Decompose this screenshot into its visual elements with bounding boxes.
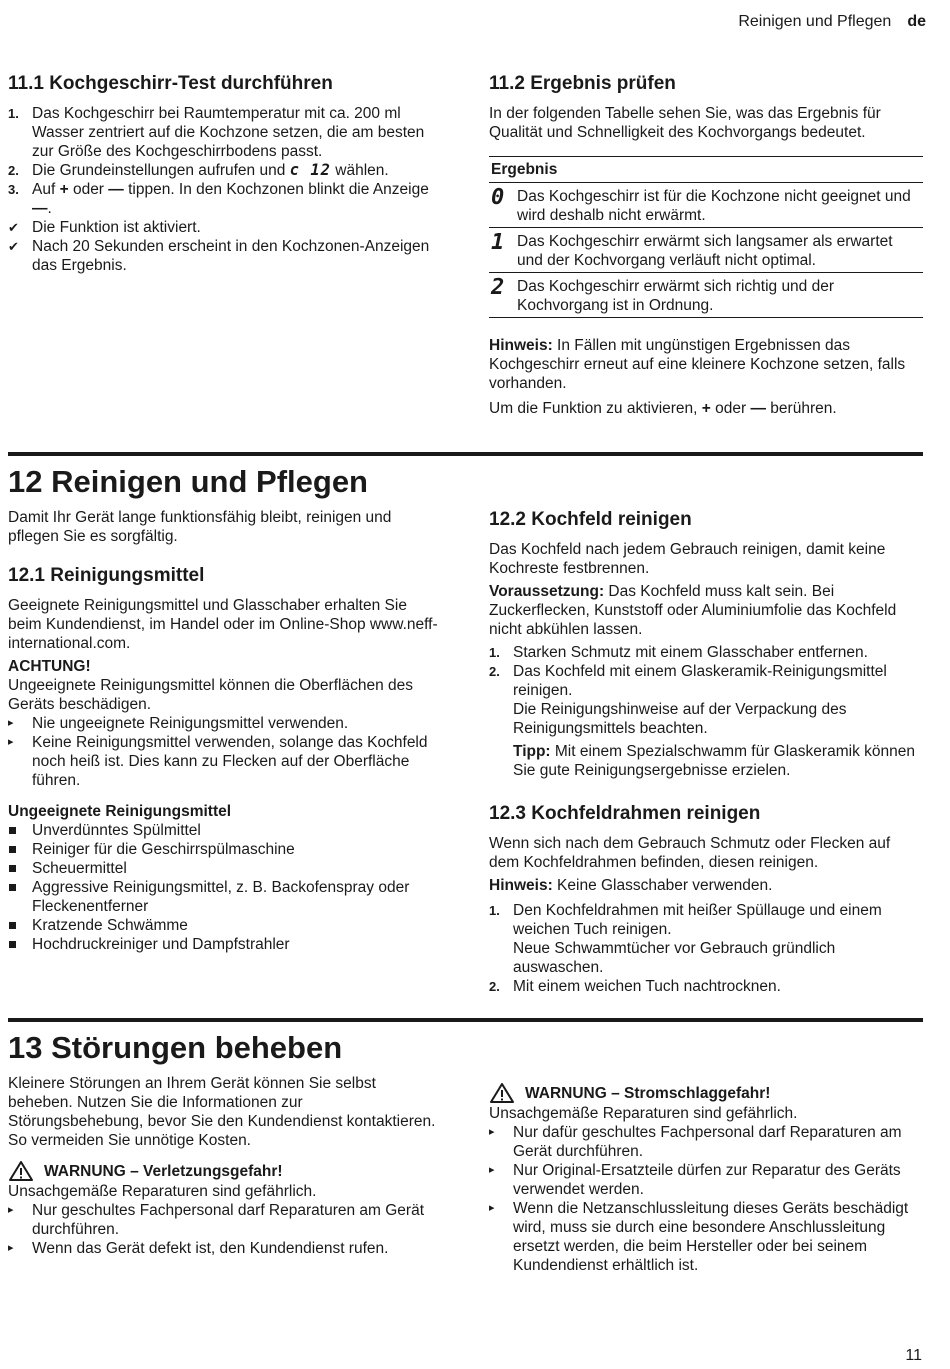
intro-text: Damit Ihr Gerät lange funktionsfähig bleibt, reinigen und pflegen Sie es sorgfältig. <box>8 509 392 545</box>
activate-text: berühren. <box>766 400 837 417</box>
arrow-icon: ▸ <box>489 1202 495 1214</box>
table-row <box>489 273 923 318</box>
square-bullet-icon <box>9 827 16 834</box>
list-item <box>8 1239 440 1258</box>
table-row <box>489 228 923 273</box>
item-text: Nur Original-Ersatzteile dürfen zur Reparatur des Geräts verwendet werden. <box>513 1162 901 1198</box>
list-item <box>8 878 440 916</box>
plus-icon: + <box>59 181 69 198</box>
step-number: 2. <box>489 664 500 679</box>
intro-text: Kleinere Störungen an Ihrem Gerät können Sie selbst beheben. Nutzen Sie die Informationen zur Störungsbehebung, bevor Sie den Kundendienst kontaktieren. So vermeiden Sie unnötige Kosten. <box>8 1075 436 1149</box>
warning-list <box>489 1123 923 1275</box>
display-code: c 12 <box>289 161 331 179</box>
arrow-icon: ▸ <box>489 1164 495 1176</box>
heading-12-3: 12.3 Kochfeldrahmen reinigen <box>489 803 761 824</box>
step-text: . <box>47 200 52 217</box>
section-11-2 <box>489 72 923 422</box>
section-11-1 <box>8 72 440 275</box>
table-header: Ergebnis <box>489 157 923 183</box>
step-text: Mit einem weichen Tuch nachtrocknen. <box>513 978 781 995</box>
caution-text: Ungeeignete Reinigungsmittel können die Oberflächen des Geräts beschädigen. <box>8 677 413 713</box>
steps-11-1 <box>8 104 440 218</box>
step-text: Auf <box>32 181 60 198</box>
warning-triangle-icon <box>8 1160 34 1182</box>
item-text: Kratzende Schwämme <box>32 917 188 934</box>
item-text: Aggressive Reinigungsmittel, z. B. Backofenspray oder Fleckenentferner <box>32 879 410 915</box>
page-number: 11 <box>905 1347 922 1364</box>
result-code: 2 <box>489 273 515 318</box>
step-number: 3. <box>8 182 19 197</box>
table-row <box>489 183 923 228</box>
step-number: 1. <box>489 903 500 918</box>
header-section: Reinigen und Pflegen <box>738 13 892 30</box>
list-item <box>8 180 440 218</box>
result-desc: Das Kochgeschirr erwärmt sich richtig und der Kochvorgang ist in Ordnung. <box>515 273 923 318</box>
chapter-12-title: 12 Reinigen und Pflegen <box>8 452 923 502</box>
caution-list <box>8 714 440 790</box>
warning-triangle-icon <box>489 1082 515 1104</box>
item-text: Wenn das Gerät defekt ist, den Kundendienst rufen. <box>32 1240 389 1257</box>
list-item <box>8 935 440 954</box>
plus-icon: + <box>701 400 711 417</box>
section-12-left <box>8 508 440 954</box>
step-subtext: Die Reinigungshinweise auf der Verpackung des Reinigungsmittels beachten. <box>513 701 847 737</box>
activate-text: oder <box>710 400 751 417</box>
square-bullet-icon <box>9 846 16 853</box>
check-icon: ✔ <box>8 220 19 235</box>
item-text: Nie ungeeignete Reinigungsmittel verwenden. <box>32 715 349 732</box>
note-text: In Fällen mit ungünstigen Ergebnissen das Kochgeschirr erneut auf eine kleinere Kochzone setzen, falls vorhanden. <box>489 337 906 392</box>
caution-label: ACHTUNG! <box>8 658 91 675</box>
note-label: Hinweis: <box>489 337 553 354</box>
unsuitable-heading: Ungeeignete Reinigungsmittel <box>8 803 232 820</box>
prerequisite-label: Voraussetzung: <box>489 583 605 600</box>
square-bullet-icon <box>9 922 16 929</box>
result-item <box>8 218 440 237</box>
arrow-icon: ▸ <box>8 736 14 748</box>
item-text: Hochdruckreiniger und Dampfstrahler <box>32 936 290 953</box>
arrow-icon: ▸ <box>8 717 14 729</box>
note-label: Hinweis: <box>489 877 553 894</box>
list-item <box>8 821 440 840</box>
tip <box>513 742 923 780</box>
square-bullet-icon <box>9 884 16 891</box>
warning-text: Unsachgemäße Reparaturen sind gefährlich. <box>8 1183 317 1200</box>
result-item <box>8 237 440 275</box>
step-text: Das Kochgeschirr bei Raumtemperatur mit ca. 200 ml Wasser zentriert auf die Kochzone setzen, die am besten zur Größe des Kochgeschirrbodens passt. <box>32 105 425 160</box>
step-number: 2. <box>489 979 500 994</box>
list-item <box>8 840 440 859</box>
arrow-icon: ▸ <box>8 1204 14 1216</box>
warning-list <box>8 1201 440 1258</box>
list-item <box>8 714 440 733</box>
unsuitable-list <box>8 821 440 954</box>
item-text: Wenn die Netzanschlussleitung dieses Geräts beschädigt wird, muss sie durch eine besondere Anschlussleitung ersetzt werden, die beim Hersteller oder bei seinem Kundendienst erhältlich ist. <box>513 1200 909 1274</box>
list-item <box>489 1199 923 1275</box>
section-13-right <box>489 1080 923 1275</box>
item-text: Nur geschultes Fachpersonal darf Reparaturen am Gerät durchführen. <box>32 1202 425 1238</box>
step-number: 1. <box>489 645 500 660</box>
list-item <box>489 1123 923 1161</box>
section-12-right <box>489 508 923 996</box>
step-text: Den Kochfeldrahmen mit heißer Spüllauge und einem weichen Tuch reinigen. <box>513 902 882 938</box>
list-item <box>8 104 440 161</box>
step-text: Starken Schmutz mit einem Glasschaber entfernen. <box>513 644 868 661</box>
list-item <box>489 662 923 780</box>
arrow-icon: ▸ <box>8 1242 14 1254</box>
list-item <box>8 161 440 180</box>
activate-paragraph <box>489 399 923 418</box>
steps-12-3 <box>489 901 923 996</box>
heading-11-1: 11.1 Kochgeschirr-Test durchführen <box>8 73 333 94</box>
item-text: Unverdünntes Spülmittel <box>32 822 201 839</box>
list-item <box>489 1161 923 1199</box>
warning-injury <box>8 1160 440 1182</box>
heading-12-2: 12.2 Kochfeld reinigen <box>489 509 692 530</box>
heading-11-2: 11.2 Ergebnis prüfen <box>489 73 676 94</box>
list-item <box>8 916 440 935</box>
step-text: tippen. In den Kochzonen blinkt die Anzeige <box>123 181 429 198</box>
note-paragraph <box>489 876 923 895</box>
minus-icon: — <box>108 181 124 198</box>
note-paragraph <box>489 336 923 393</box>
list-item <box>8 1201 440 1239</box>
section-13-left <box>8 1074 440 1258</box>
result-code: 1 <box>489 228 515 273</box>
arrow-icon: ▸ <box>489 1126 495 1138</box>
item-text: Reiniger für die Geschirrspülmaschine <box>32 841 295 858</box>
step-number: 2. <box>8 163 19 178</box>
paragraph: Geeignete Reinigungsmittel und Glasschaber erhalten Sie beim Kundendienst, im Handel oder im Online-Shop www.neff-international.com. <box>8 597 438 652</box>
warning-title: WARNUNG – Stromschlaggefahr! <box>525 1084 771 1102</box>
header-lang: de <box>907 13 926 30</box>
check-icon: ✔ <box>8 239 19 254</box>
activate-text: Um die Funktion zu aktivieren, <box>489 400 702 417</box>
prerequisite-text: Das Kochfeld muss kalt sein. Bei Zuckerflecken, Kunststoff oder Aluminiumfolie das Kochfeld nicht abkühlen lassen. <box>489 583 897 638</box>
list-item <box>489 977 923 996</box>
chapter-13-title: 13 Störungen beheben <box>8 1018 923 1068</box>
square-bullet-icon <box>9 941 16 948</box>
paragraph: Das Kochfeld nach jedem Gebrauch reinigen, damit keine Kochreste festbrennen. <box>489 541 886 577</box>
step-number: 1. <box>8 106 19 121</box>
step-subtext: Neue Schwammtücher vor Gebrauch gründlich auswaschen. <box>513 940 836 976</box>
item-text: Keine Reinigungsmittel verwenden, solange das Kochfeld noch heiß ist. Dies kann zu Flecken auf der Oberfläche führen. <box>32 734 428 789</box>
item-text: Scheuermittel <box>32 860 127 877</box>
step-text: Die Grundeinstellungen aufrufen und <box>32 162 290 179</box>
step-text: Das Kochfeld mit einem Glaskeramik-Reinigungsmittel reinigen. <box>513 663 887 699</box>
prerequisite <box>489 582 923 639</box>
result-text: Nach 20 Sekunden erscheint in den Kochzonen-Anzeigen das Ergebnis. <box>32 238 430 274</box>
result-desc: Das Kochgeschirr erwärmt sich langsamer als erwartet und der Kochvorgang verläuft nicht optimal. <box>515 228 923 273</box>
list-item <box>489 643 923 662</box>
running-header <box>738 12 926 31</box>
result-desc: Das Kochgeschirr ist für die Kochzone nicht geeignet und wird deshalb nicht erwärmt. <box>515 183 923 228</box>
step-text: wählen. <box>330 162 389 179</box>
warning-title: WARNUNG – Verletzungsgefahr! <box>44 1162 283 1180</box>
item-text: Nur dafür geschultes Fachpersonal darf Reparaturen am Gerät durchführen. <box>513 1124 902 1160</box>
tip-label: Tipp: <box>513 743 551 760</box>
minus-icon: — <box>750 400 766 417</box>
list-item <box>489 901 923 977</box>
warning-electric <box>489 1082 923 1104</box>
result-code: 0 <box>489 183 515 228</box>
heading-12-1: 12.1 Reinigungsmittel <box>8 565 205 586</box>
dash-display-icon: — <box>32 200 48 217</box>
list-item <box>8 733 440 790</box>
result-text: Die Funktion ist aktiviert. <box>32 219 201 236</box>
paragraph: Wenn sich nach dem Gebrauch Schmutz oder Flecken auf dem Kochfeldrahmen befinden, diesen reinigen. <box>489 835 891 871</box>
result-table <box>489 156 923 318</box>
square-bullet-icon <box>9 865 16 872</box>
list-item <box>8 859 440 878</box>
steps-12-2 <box>489 643 923 780</box>
warning-text: Unsachgemäße Reparaturen sind gefährlich. <box>489 1105 798 1122</box>
note-text: Keine Glasschaber verwenden. <box>552 877 773 894</box>
intro-text: In der folgenden Tabelle sehen Sie, was das Ergebnis für Qualität und Schnelligkeit des Kochvorgangs bedeutet. <box>489 105 881 141</box>
tip-text: Mit einem Spezialschwamm für Glaskeramik können Sie gute Reinigungsergebnisse erzielen. <box>513 743 915 779</box>
step-text: oder <box>68 181 109 198</box>
